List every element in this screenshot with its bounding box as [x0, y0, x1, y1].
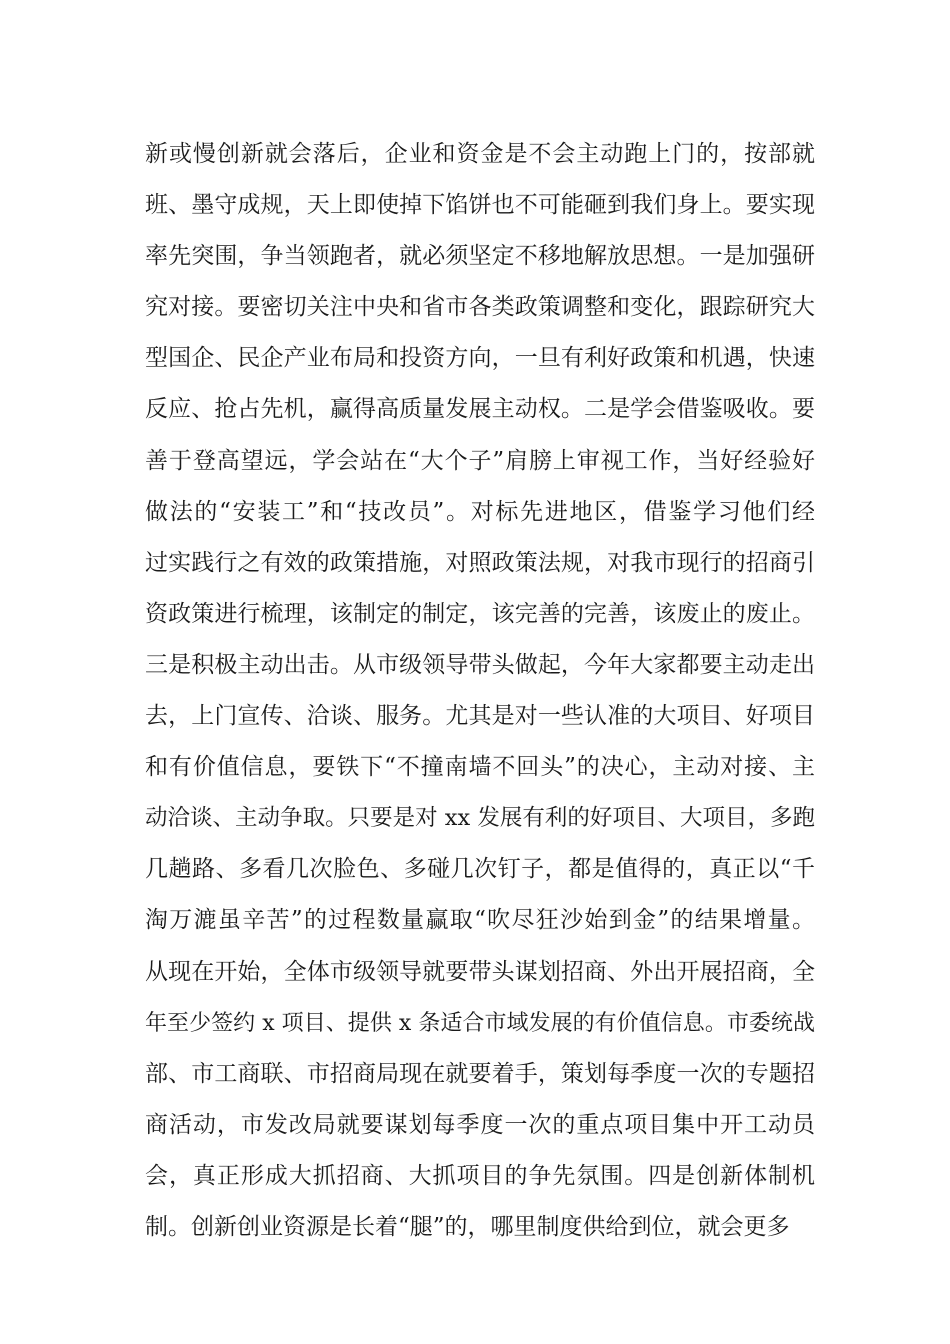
text-line: 去，上门宣传、洽谈、服务。尤其是对一些认准的大项目、好项目: [145, 703, 815, 730]
text-line: 型国企、民企产业布局和投资方向，一旦有利好政策和机遇，快速: [145, 345, 815, 372]
text-line: 部、市工商联、市招商局现在就要着手，策划每季度一次的专题招: [145, 1060, 815, 1087]
text-line: 班、墨守成规，天上即使掉下馅饼也不可能砸到我们身上。要实现: [145, 192, 815, 219]
text-line: 过实践行之有效的政策措施，对照政策法规，对我市现行的招商引: [145, 549, 815, 576]
text-line: 和有价值信息，要铁下“不撞南墙不回头”的决心，主动对接、主: [145, 754, 815, 781]
text-line: 善于登高望远，学会站在“大个子”肩膀上审视工作，当好经验好: [145, 447, 815, 474]
text-line: 年至少签约 x 项目、提供 x 条适合市域发展的有价值信息。市委统战: [145, 1010, 815, 1036]
text-line: 三是积极主动出击。从市级领导带头做起，今年大家都要主动走出: [145, 651, 815, 678]
text-line: 究对接。要密切关注中央和省市各类政策调整和变化，跟踪研究大: [145, 294, 815, 321]
text-line: 率先突围，争当领跑者，就必须坚定不移地解放思想。一是加强研: [145, 243, 815, 270]
text-line: 资政策进行梳理，该制定的制定，该完善的完善，该废止的废止。: [145, 600, 815, 627]
text-line: 商活动，市发改局就要谋划每季度一次的重点项目集中开工动员: [145, 1111, 815, 1138]
body-paragraph: [145, 129, 815, 1253]
text-line: 反应、抢占先机，赢得高质量发展主动权。二是学会借鉴吸收。要: [145, 396, 815, 423]
text-line: 新或慢创新就会落后，企业和资金是不会主动跑上门的，按部就: [145, 141, 815, 167]
text-line: 动洽谈、主动争取。只要是对 xx 发展有利的好项目、大项目，多跑: [145, 805, 815, 832]
text-line: 会，真正形成大抓招商、大抓项目的争先氛围。四是创新体制机: [145, 1162, 815, 1189]
text-line: 做法的“安装工”和“技改员”。对标先进地区，借鉴学习他们经: [145, 498, 815, 525]
text-line: 从现在开始，全体市级领导就要带头谋划招商、外出开展招商，全: [145, 958, 815, 985]
text-line: 淘万漉虽辛苦”的过程数量赢取“吹尽狂沙始到金”的结果增量。: [145, 907, 815, 934]
text-line: 几趟路、多看几次脸色、多碰几次钉子，都是值得的，真正以“千: [145, 856, 815, 883]
text-line: 制。创新创业资源是长着“腿”的，哪里制度供给到位，就会更多: [145, 1213, 790, 1240]
